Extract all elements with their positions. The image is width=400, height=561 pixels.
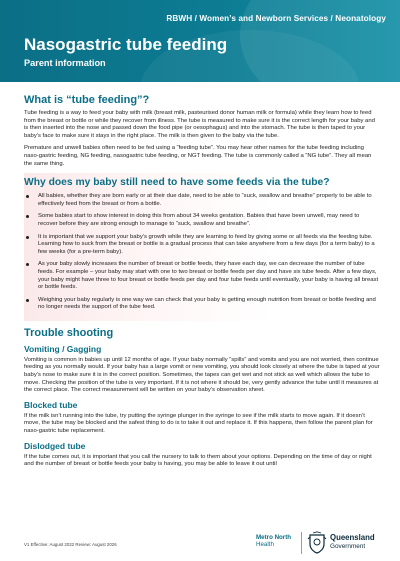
page-title: Nasogastric tube feeding <box>24 35 228 54</box>
bullet-icon <box>26 299 29 302</box>
bullet-icon <box>26 195 29 198</box>
bullet-list <box>24 193 380 312</box>
subheading-dislodged: Dislodged tube <box>24 440 86 451</box>
paragraph: Vomiting is common in babies up until 12 months of age. If your baby normally “spills” and vomits and you are not worried, then continue feeding as you normally would. If your baby has a large vomit or new vomiting, you should look closely at where the tube is taped at your baby’s nose to make sure it is in the correct position. Sometimes, the tapes can get wet and not stick as well which allows the tube to move. Checking the position of the tube is very important. If it is not where it should be, very gently advance the tube until it measures at the correct place. The correct measurement will be written on your baby’s observation sheet. <box>24 356 380 394</box>
bullet-icon <box>26 215 29 218</box>
list-item-text: It is important that we support your baby’s growth while they are learning to feed by giving some or all feeds via the feeding tube. Learning how to suck from the breast or bottle is a gradual process that can take anywhere from a few days (for a term baby) to a few weeks (for a pre-term baby). <box>38 233 375 255</box>
bullet-icon <box>26 236 29 239</box>
metro-north-logo <box>256 534 300 548</box>
list-item-text: All babies, whether they are born early or at their due date, need to be able to “suck, swallow and breathe” properly to be able to effectively feed from the breast or from a bottle. <box>38 193 372 207</box>
subheading-vomiting: Vomiting / Gagging <box>24 343 102 354</box>
list-item-text: As your baby slowly increases the number of breast or bottle feeds, they have each day, we can decrease the number of tube feeds. For example – your baby may start with one to two breast or bottle feeds per day and have six tube feeds. After a few days, your baby might have three to four breast or bottle feeds per day and four tube feeds until eventually, your baby is having all breast or bottle feeds. <box>38 261 379 291</box>
version-info: V1 Effective: August 2022 Review: August 2026 <box>24 542 117 547</box>
logo-divider <box>301 532 302 554</box>
why-section-box <box>24 173 380 321</box>
list-item <box>24 213 380 228</box>
document-body <box>24 88 380 474</box>
paragraph: Premature and unwell babies often need to be fed using a “feeding tube”. You may hear other names for the tube feeding including naso-gastric feeding, NG feeding, nasogastric tube feeding, or NGT feeding. The tube is commonly called a “NG tube”. They all mean the same thing. <box>24 145 372 167</box>
paragraph: Tube feeding is a way to feed your baby with milk (breast milk, pasteurised donor human milk or formula) while they learn how to feed from the breast or bottle or while they recover from illness. The tube is measured to make sure it is the correct length for your baby and is then inserted into the nose and passed down the food pipe (or oesophagus) and into the stomach. The tube is then taped to your baby’s face to make sure it stays in the right place. The milk is then given to the baby via the tube. <box>24 110 375 139</box>
list-item-text: Weighing your baby regularly is one way we can check that your baby is getting enough nutrition from breast or bottle feeding and no longer needs the support of the tube feed. <box>38 296 376 311</box>
metro-north-line2: Health <box>256 541 274 548</box>
list-item <box>24 261 380 291</box>
subheading-blocked: Blocked tube <box>24 399 78 410</box>
page-subtitle: Parent information <box>24 58 106 68</box>
list-item-text: Some babies start to show interest in doing this from about 34 weeks gestation. Babies that have been unwell, may need to recover before they are strong enough to manage to “suck, swallow and breathe”. <box>38 213 360 227</box>
qld-line1: Queensland <box>330 533 375 542</box>
department-label: RBWH / Women’s and Newborn Services / Neonatology <box>166 14 386 23</box>
section-heading-why: Why does my baby still need to have some feeds via the tube? <box>24 177 330 189</box>
list-item <box>24 234 380 257</box>
qld-line2: Government <box>330 542 366 550</box>
section-heading-trouble: Trouble shooting <box>24 326 114 339</box>
queensland-crest-icon <box>306 531 328 555</box>
list-item <box>24 193 380 208</box>
paragraph: If the tube comes out, it is important that you call the nursery to talk to them about your options. Depending on the time of day or night and the number of breast or bottle feeds your baby is having, you may be able to leave it out until <box>24 453 372 468</box>
bullet-icon <box>26 263 29 266</box>
section-heading-what: What is “tube feeding”? <box>24 94 150 106</box>
metro-north-line1: Metro North <box>256 534 292 541</box>
queensland-government-logo <box>330 534 375 550</box>
list-item <box>24 297 380 312</box>
footer <box>0 526 400 561</box>
paragraph: If the milk isn’t running into the tube, try putting the syringe plunger in the syringe to see if the milk starts to move again. If it doesn’t move, the tube may be blocked and the safest thing to do is to take it out and replace it. If this happens, then follow the parent plan for naso-gastric tube replacement. <box>24 412 373 435</box>
header-banner <box>0 0 400 82</box>
